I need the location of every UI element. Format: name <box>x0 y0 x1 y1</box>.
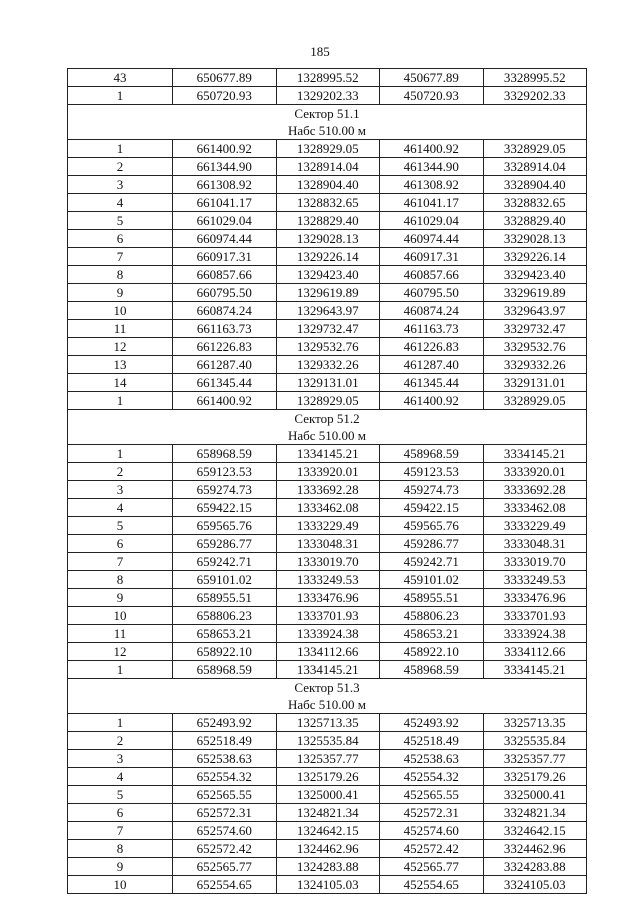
x-coordinate-alt: 461029.04 <box>380 212 484 230</box>
x-coordinate: 652518.49 <box>173 732 277 750</box>
y-coordinate-alt: 3333692.28 <box>483 481 587 499</box>
y-coordinate: 1329226.14 <box>276 248 380 266</box>
y-coordinate-alt: 3328904.40 <box>483 176 587 194</box>
section-header-row <box>68 679 587 697</box>
y-coordinate: 1329532.76 <box>276 338 380 356</box>
x-coordinate: 650720.93 <box>173 87 277 105</box>
table-row <box>68 248 587 266</box>
y-coordinate: 1328995.52 <box>276 69 380 87</box>
table-row <box>68 607 587 625</box>
y-coordinate: 1324642.15 <box>276 822 380 840</box>
table-row <box>68 356 587 374</box>
x-coordinate-alt: 460974.44 <box>380 230 484 248</box>
y-coordinate: 1324821.34 <box>276 804 380 822</box>
table-row <box>68 786 587 804</box>
table-row <box>68 661 587 679</box>
point-number: 4 <box>68 768 173 786</box>
table-row <box>68 535 587 553</box>
y-coordinate: 1329732.47 <box>276 320 380 338</box>
table-row <box>68 212 587 230</box>
y-coordinate: 1329423.40 <box>276 266 380 284</box>
y-coordinate: 1329643.97 <box>276 302 380 320</box>
x-coordinate-alt: 452554.32 <box>380 768 484 786</box>
point-number: 5 <box>68 517 173 535</box>
table-row <box>68 571 587 589</box>
section-header-row <box>68 427 587 445</box>
y-coordinate-alt: 3325000.41 <box>483 786 587 804</box>
table-row <box>68 840 587 858</box>
y-coordinate: 1329332.26 <box>276 356 380 374</box>
y-coordinate: 1325535.84 <box>276 732 380 750</box>
x-coordinate-alt: 461400.92 <box>380 140 484 158</box>
table-row <box>68 643 587 661</box>
table-row <box>68 140 587 158</box>
table-row <box>68 714 587 732</box>
x-coordinate: 658922.10 <box>173 643 277 661</box>
point-number: 2 <box>68 732 173 750</box>
coordinates-table-body <box>68 69 587 894</box>
x-coordinate: 650677.89 <box>173 69 277 87</box>
x-coordinate: 652493.92 <box>173 714 277 732</box>
x-coordinate-alt: 461308.92 <box>380 176 484 194</box>
y-coordinate: 1333924.38 <box>276 625 380 643</box>
section-title: Сектор 51.3 <box>68 679 587 697</box>
x-coordinate-alt: 458968.59 <box>380 661 484 679</box>
y-coordinate-alt: 3325535.84 <box>483 732 587 750</box>
y-coordinate-alt: 3334145.21 <box>483 661 587 679</box>
x-coordinate-alt: 460917.31 <box>380 248 484 266</box>
table-row <box>68 768 587 786</box>
table-row <box>68 320 587 338</box>
x-coordinate-alt: 458955.51 <box>380 589 484 607</box>
table-row <box>68 750 587 768</box>
y-coordinate-alt: 3333249.53 <box>483 571 587 589</box>
point-number: 11 <box>68 320 173 338</box>
table-row <box>68 517 587 535</box>
point-number: 9 <box>68 589 173 607</box>
x-coordinate-alt: 458968.59 <box>380 445 484 463</box>
x-coordinate: 661029.04 <box>173 212 277 230</box>
y-coordinate: 1329202.33 <box>276 87 380 105</box>
x-coordinate: 652538.63 <box>173 750 277 768</box>
y-coordinate: 1328929.05 <box>276 140 380 158</box>
y-coordinate: 1333476.96 <box>276 589 380 607</box>
x-coordinate-alt: 452565.77 <box>380 858 484 876</box>
table-row <box>68 176 587 194</box>
x-coordinate-alt: 459565.76 <box>380 517 484 535</box>
x-coordinate: 661226.83 <box>173 338 277 356</box>
point-number: 3 <box>68 176 173 194</box>
y-coordinate: 1324462.96 <box>276 840 380 858</box>
point-number: 13 <box>68 356 173 374</box>
point-number: 5 <box>68 786 173 804</box>
table-row <box>68 732 587 750</box>
y-coordinate-alt: 3329202.33 <box>483 87 587 105</box>
x-coordinate-alt: 460795.50 <box>380 284 484 302</box>
table-row <box>68 194 587 212</box>
y-coordinate-alt: 3325713.35 <box>483 714 587 732</box>
section-elevation: Набс 510.00 м <box>68 122 587 140</box>
y-coordinate: 1328929.05 <box>276 392 380 410</box>
point-number: 4 <box>68 499 173 517</box>
table-row <box>68 302 587 320</box>
section-header-row <box>68 410 587 428</box>
y-coordinate: 1333019.70 <box>276 553 380 571</box>
x-coordinate: 659123.53 <box>173 463 277 481</box>
page-number: 185 <box>310 44 330 59</box>
y-coordinate: 1325357.77 <box>276 750 380 768</box>
y-coordinate-alt: 3333019.70 <box>483 553 587 571</box>
y-coordinate-alt: 3329643.97 <box>483 302 587 320</box>
x-coordinate-alt: 452572.31 <box>380 804 484 822</box>
y-coordinate: 1324105.03 <box>276 876 380 894</box>
x-coordinate: 661400.92 <box>173 140 277 158</box>
point-number: 11 <box>68 625 173 643</box>
y-coordinate-alt: 3333476.96 <box>483 589 587 607</box>
table-row <box>68 445 587 463</box>
x-coordinate: 658968.59 <box>173 445 277 463</box>
x-coordinate: 661163.73 <box>173 320 277 338</box>
y-coordinate: 1328914.04 <box>276 158 380 176</box>
point-number: 10 <box>68 607 173 625</box>
point-number: 3 <box>68 750 173 768</box>
point-number: 2 <box>68 463 173 481</box>
x-coordinate-alt: 461226.83 <box>380 338 484 356</box>
y-coordinate-alt: 3328929.05 <box>483 140 587 158</box>
x-coordinate: 658653.21 <box>173 625 277 643</box>
x-coordinate-alt: 460874.24 <box>380 302 484 320</box>
x-coordinate-alt: 458653.21 <box>380 625 484 643</box>
x-coordinate-alt: 461400.92 <box>380 392 484 410</box>
y-coordinate: 1325179.26 <box>276 768 380 786</box>
x-coordinate: 659422.15 <box>173 499 277 517</box>
x-coordinate-alt: 461287.40 <box>380 356 484 374</box>
y-coordinate-alt: 3334112.66 <box>483 643 587 661</box>
point-number: 5 <box>68 212 173 230</box>
point-number: 7 <box>68 248 173 266</box>
x-coordinate-alt: 461345.44 <box>380 374 484 392</box>
table-row <box>68 481 587 499</box>
x-coordinate-alt: 459286.77 <box>380 535 484 553</box>
x-coordinate: 659565.76 <box>173 517 277 535</box>
x-coordinate: 652565.55 <box>173 786 277 804</box>
x-coordinate: 659242.71 <box>173 553 277 571</box>
point-number: 9 <box>68 858 173 876</box>
y-coordinate-alt: 3324642.15 <box>483 822 587 840</box>
table-row <box>68 69 587 87</box>
table-row <box>68 553 587 571</box>
y-coordinate-alt: 3329131.01 <box>483 374 587 392</box>
point-number: 8 <box>68 840 173 858</box>
point-number: 1 <box>68 392 173 410</box>
table-row <box>68 499 587 517</box>
y-coordinate: 1333701.93 <box>276 607 380 625</box>
x-coordinate-alt: 452565.55 <box>380 786 484 804</box>
y-coordinate-alt: 3328995.52 <box>483 69 587 87</box>
y-coordinate-alt: 3329732.47 <box>483 320 587 338</box>
x-coordinate: 659286.77 <box>173 535 277 553</box>
table-row <box>68 230 587 248</box>
y-coordinate-alt: 3329532.76 <box>483 338 587 356</box>
table-row <box>68 589 587 607</box>
point-number: 7 <box>68 822 173 840</box>
x-coordinate-alt: 461041.17 <box>380 194 484 212</box>
point-number: 2 <box>68 158 173 176</box>
x-coordinate-alt: 459422.15 <box>380 499 484 517</box>
y-coordinate-alt: 3333229.49 <box>483 517 587 535</box>
x-coordinate-alt: 452493.92 <box>380 714 484 732</box>
y-coordinate-alt: 3328914.04 <box>483 158 587 176</box>
x-coordinate-alt: 452518.49 <box>380 732 484 750</box>
y-coordinate-alt: 3329226.14 <box>483 248 587 266</box>
point-number: 8 <box>68 571 173 589</box>
table-row <box>68 338 587 356</box>
x-coordinate-alt: 459242.71 <box>380 553 484 571</box>
x-coordinate-alt: 452554.65 <box>380 876 484 894</box>
section-title: Сектор 51.2 <box>68 410 587 428</box>
point-number: 1 <box>68 714 173 732</box>
x-coordinate-alt: 450677.89 <box>380 69 484 87</box>
point-number: 1 <box>68 445 173 463</box>
x-coordinate: 652554.65 <box>173 876 277 894</box>
table-row <box>68 158 587 176</box>
y-coordinate: 1333048.31 <box>276 535 380 553</box>
x-coordinate: 660874.24 <box>173 302 277 320</box>
y-coordinate-alt: 3329423.40 <box>483 266 587 284</box>
point-number: 6 <box>68 535 173 553</box>
y-coordinate-alt: 3328832.65 <box>483 194 587 212</box>
table-row <box>68 284 587 302</box>
x-coordinate: 661041.17 <box>173 194 277 212</box>
table-row <box>68 822 587 840</box>
coordinates-table <box>67 68 587 894</box>
x-coordinate: 659101.02 <box>173 571 277 589</box>
y-coordinate: 1328832.65 <box>276 194 380 212</box>
x-coordinate: 660795.50 <box>173 284 277 302</box>
y-coordinate: 1325713.35 <box>276 714 380 732</box>
y-coordinate-alt: 3328929.05 <box>483 392 587 410</box>
x-coordinate: 661344.90 <box>173 158 277 176</box>
point-number: 6 <box>68 230 173 248</box>
x-coordinate: 652572.42 <box>173 840 277 858</box>
y-coordinate-alt: 3325179.26 <box>483 768 587 786</box>
x-coordinate: 652554.32 <box>173 768 277 786</box>
y-coordinate-alt: 3333701.93 <box>483 607 587 625</box>
x-coordinate-alt: 461344.90 <box>380 158 484 176</box>
table-row <box>68 392 587 410</box>
section-elevation: Набс 510.00 м <box>68 696 587 714</box>
point-number: 8 <box>68 266 173 284</box>
section-title: Сектор 51.1 <box>68 105 587 123</box>
table-row <box>68 876 587 894</box>
x-coordinate: 661345.44 <box>173 374 277 392</box>
point-number: 1 <box>68 661 173 679</box>
y-coordinate: 1334145.21 <box>276 445 380 463</box>
y-coordinate: 1328829.40 <box>276 212 380 230</box>
table-row <box>68 625 587 643</box>
x-coordinate: 661287.40 <box>173 356 277 374</box>
y-coordinate-alt: 3333920.01 <box>483 463 587 481</box>
y-coordinate: 1324283.88 <box>276 858 380 876</box>
x-coordinate-alt: 458806.23 <box>380 607 484 625</box>
y-coordinate: 1333692.28 <box>276 481 380 499</box>
table-row <box>68 374 587 392</box>
y-coordinate: 1329131.01 <box>276 374 380 392</box>
y-coordinate-alt: 3334145.21 <box>483 445 587 463</box>
x-coordinate: 658955.51 <box>173 589 277 607</box>
x-coordinate: 660974.44 <box>173 230 277 248</box>
y-coordinate-alt: 3324283.88 <box>483 858 587 876</box>
point-number: 14 <box>68 374 173 392</box>
y-coordinate: 1328904.40 <box>276 176 380 194</box>
point-number: 10 <box>68 876 173 894</box>
point-number: 4 <box>68 194 173 212</box>
x-coordinate: 661308.92 <box>173 176 277 194</box>
y-coordinate-alt: 3329028.13 <box>483 230 587 248</box>
y-coordinate: 1333229.49 <box>276 517 380 535</box>
x-coordinate: 661400.92 <box>173 392 277 410</box>
x-coordinate-alt: 458922.10 <box>380 643 484 661</box>
y-coordinate: 1334112.66 <box>276 643 380 661</box>
table-row <box>68 858 587 876</box>
x-coordinate-alt: 452572.42 <box>380 840 484 858</box>
y-coordinate: 1333920.01 <box>276 463 380 481</box>
point-number: 43 <box>68 69 173 87</box>
y-coordinate: 1333462.08 <box>276 499 380 517</box>
section-header-row <box>68 105 587 123</box>
x-coordinate-alt: 452574.60 <box>380 822 484 840</box>
y-coordinate-alt: 3333924.38 <box>483 625 587 643</box>
x-coordinate-alt: 459101.02 <box>380 571 484 589</box>
x-coordinate-alt: 460857.66 <box>380 266 484 284</box>
section-header-row <box>68 122 587 140</box>
x-coordinate-alt: 461163.73 <box>380 320 484 338</box>
x-coordinate-alt: 450720.93 <box>380 87 484 105</box>
x-coordinate-alt: 452538.63 <box>380 750 484 768</box>
x-coordinate: 652574.60 <box>173 822 277 840</box>
y-coordinate: 1325000.41 <box>276 786 380 804</box>
point-number: 12 <box>68 643 173 661</box>
table-row <box>68 463 587 481</box>
table-row <box>68 87 587 105</box>
x-coordinate: 652565.77 <box>173 858 277 876</box>
point-number: 9 <box>68 284 173 302</box>
point-number: 10 <box>68 302 173 320</box>
y-coordinate: 1334145.21 <box>276 661 380 679</box>
point-number: 6 <box>68 804 173 822</box>
section-header-row <box>68 696 587 714</box>
x-coordinate: 660917.31 <box>173 248 277 266</box>
y-coordinate: 1329028.13 <box>276 230 380 248</box>
x-coordinate: 659274.73 <box>173 481 277 499</box>
table-row <box>68 266 587 284</box>
y-coordinate-alt: 3329619.89 <box>483 284 587 302</box>
x-coordinate: 660857.66 <box>173 266 277 284</box>
y-coordinate-alt: 3324462.96 <box>483 840 587 858</box>
x-coordinate: 658968.59 <box>173 661 277 679</box>
point-number: 1 <box>68 87 173 105</box>
table-row <box>68 804 587 822</box>
x-coordinate-alt: 459274.73 <box>380 481 484 499</box>
point-number: 12 <box>68 338 173 356</box>
point-number: 7 <box>68 553 173 571</box>
x-coordinate-alt: 459123.53 <box>380 463 484 481</box>
y-coordinate: 1333249.53 <box>276 571 380 589</box>
y-coordinate-alt: 3329332.26 <box>483 356 587 374</box>
y-coordinate-alt: 3325357.77 <box>483 750 587 768</box>
y-coordinate: 1329619.89 <box>276 284 380 302</box>
x-coordinate: 658806.23 <box>173 607 277 625</box>
section-elevation: Набс 510.00 м <box>68 427 587 445</box>
y-coordinate-alt: 3333048.31 <box>483 535 587 553</box>
y-coordinate-alt: 3328829.40 <box>483 212 587 230</box>
y-coordinate-alt: 3324105.03 <box>483 876 587 894</box>
x-coordinate: 652572.31 <box>173 804 277 822</box>
point-number: 1 <box>68 140 173 158</box>
y-coordinate-alt: 3333462.08 <box>483 499 587 517</box>
point-number: 3 <box>68 481 173 499</box>
y-coordinate-alt: 3324821.34 <box>483 804 587 822</box>
